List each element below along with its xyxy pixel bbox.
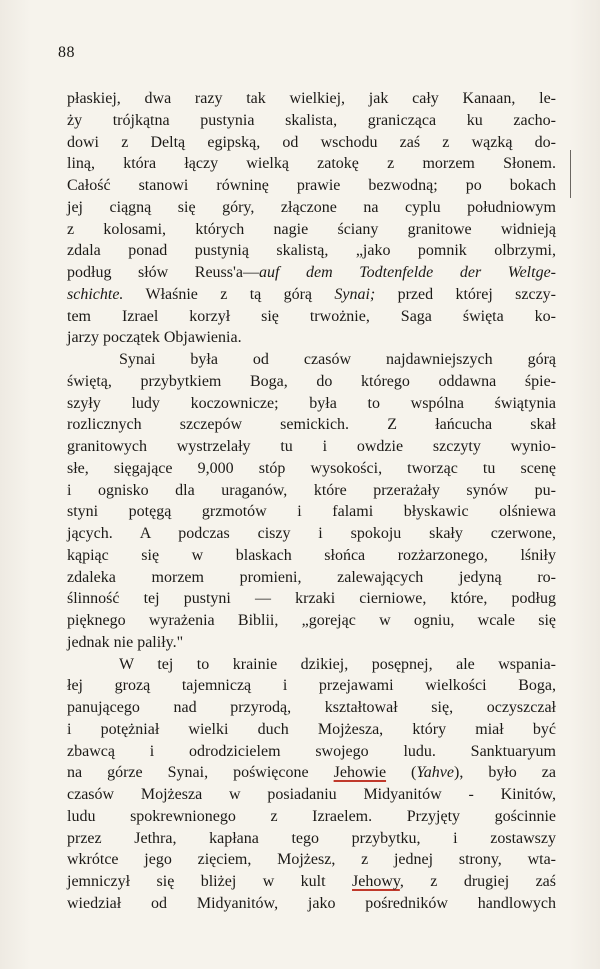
text-line: liną, która łączy wielką zatokę z morzem Słonem. [67,155,556,173]
italic-name: Yahve [416,764,455,782]
text-line: przez Jethra, kapłana tego przybytku, i zostawszy [67,829,556,847]
text-line: jednak nie paliły." [67,633,184,651]
text-segment: ( [386,764,417,782]
italic-quote: auf dem Todtenfelde der Weltge- [259,264,556,281]
text-segment: podług słów Reuss'a— [67,264,259,281]
text-line: i potężniał wielki duch Mojżesza, który miał być [67,720,556,738]
text-line: ślinność tej pustyni — krzaki cierniowe, które, podług [67,590,556,608]
text-line: świętą, przybytkiem Boga, do którego oddawna śpie- [67,372,556,390]
text-line: i ognisko dla uraganów, które przerażały synów pu- [67,481,556,499]
underlined-word: Jehowie [333,764,387,782]
text-line: wiedział od Midyanitów, jako pośredników handlowych [67,894,556,912]
text-line: jących. A podczas ciszy i spokoju skały czerwone, [67,525,556,542]
text-line: tem Izrael korzył się trwożnie, Saga święta ko- [67,307,556,325]
underlined-word: Jehowy [352,873,400,890]
text-line: Całość stanowi równinę prawie bezwodną; po bokach [67,177,556,194]
text-line: zdaleka morzem promieni, zalewających jedyną ro- [67,568,556,586]
text-segment: jemniczył się bliżej w kult [67,873,353,890]
text-line: ludu spokrewnionego z Izraelem. Przyjęty gościnnie [67,807,556,825]
text-line: jej ciągną się góry, złączone na cyplu południowym [67,198,556,216]
text-segment: , z drugiej zaś [399,873,557,890]
text-line: szyły ludy koczownicze; była to wspólna świątynia [67,394,556,412]
paragraph-start: W tej to krainie dzikiej, posępnej, ale wspania- [119,655,556,673]
paragraph-start: Synai była od czasów najdawniejszych górą [119,351,556,368]
text-segment: Właśnie z tą górą [123,285,335,303]
text-line: kąpiąc się w blaskach słońca rozżarzonego, lśniły [67,546,556,564]
body-text [67,88,556,915]
text-line: z kolosami, których nagie ściany granitowe widnieją [67,220,556,238]
text-line: czasów Mojżesza w posiadaniu Midyanitów - Kinitów, [67,786,556,803]
text-line: wkrótce jego zięciem, Mojżesz, z jednej strony, wta- [67,851,556,869]
text-segment: przed której szczy- [375,285,556,303]
text-segment: ), było za [454,764,556,782]
text-line: łej grozą tajemniczą i przejawami wielkości Boga, [67,677,556,695]
text-line: styni potęgą grzmotów i falami błyskawic olśniewa [67,503,556,521]
italic-place: Synai; [334,285,376,303]
text-segment: na górze Synai, poświęcone [67,764,334,782]
page-number: 88 [58,44,75,61]
text-line-with-underline [67,762,556,784]
text-line: słe, sięgające 9,000 stóp wysokości, tworząc tu scenę [67,459,556,477]
text-line: ży trójkątna pustynia skalista, granicząca ku zacho- [67,111,556,129]
text-line: panującego nad przyrodą, kształtował się, oczyszczał [67,699,556,716]
text-line-with-italic [67,262,556,284]
text-line: pięknego wyrażenia Biblii, „gorejąc w ogniu, wcale się [67,612,556,629]
text-line: rozlicznych szczepów semickich. Z łańcucha skał [67,416,556,434]
text-line: zbawcą i odrodzicielem swojego ludu. Sanktuaryum [67,742,556,760]
text-line: dowi z Deltą egipską, od wschodu zaś z wązką do- [67,133,556,151]
text-line-with-italic [67,284,556,306]
text-line: jarzy początek Objawienia. [67,329,242,347]
margin-mark [570,150,571,198]
text-line: płaskiej, dwa razy tak wielkiej, jak cały Kanaan, le- [67,90,556,107]
text-line: granitowych wystrzelały tu i owdzie szczyty wynio- [67,438,556,455]
text-line-with-underline [67,871,556,893]
italic-quote: schichte. [67,285,124,303]
text-line: zdala ponad pustynią skalistą, „jako pomnik olbrzymi, [67,242,556,260]
